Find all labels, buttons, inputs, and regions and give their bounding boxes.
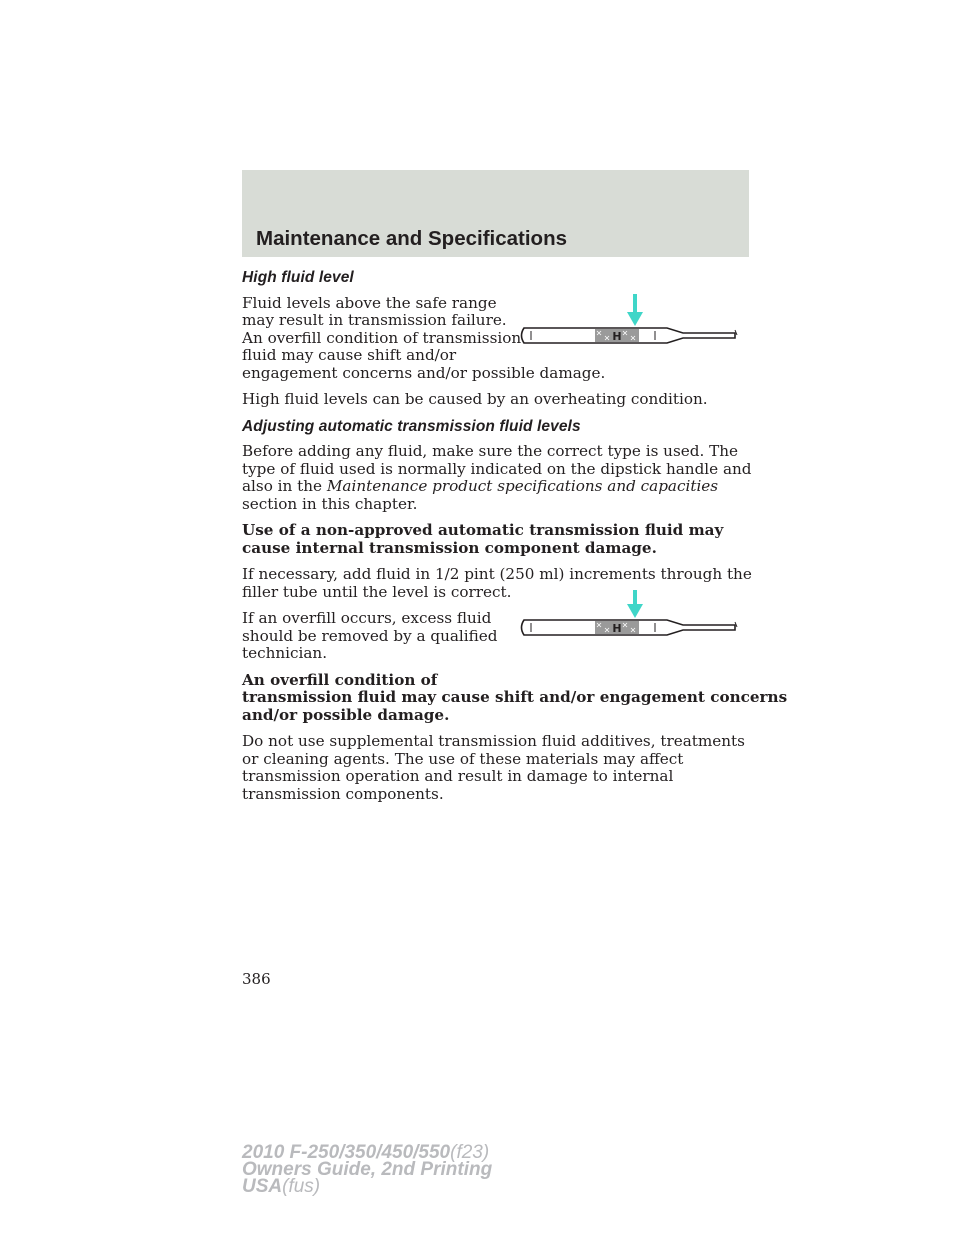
dipstick-h-label: H <box>612 330 622 343</box>
dipstick-overfill-figure <box>517 590 742 654</box>
footer-model-code: (f23) <box>450 1142 490 1163</box>
footer-printing: Owners Guide, 2nd Printing <box>242 1159 493 1180</box>
dipstick-body <box>522 328 738 343</box>
paragraph-no-additives: Do not use supplemental transmission fluid additives, treatments or cleaning agents. The use of these materials may affect transmission operation and result in damage to internal transmission components. <box>242 732 745 803</box>
reference-specifications-section: Maintenance product specifications and capacities <box>326 477 719 495</box>
section-header-band <box>242 170 749 257</box>
dipstick-high-level-figure <box>517 294 742 358</box>
warning-overfill-condition: An overfill condition of transmission fluid may cause shift and/or engagement concerns and/or possible damage. <box>242 670 788 724</box>
heading-high-fluid-level: High fluid level <box>242 269 354 286</box>
paragraph-overheating: High fluid levels can be caused by an overheating condition. <box>242 390 708 408</box>
footer-region-code: (fus) <box>282 1176 321 1197</box>
footer-region: USA <box>242 1176 283 1197</box>
dipstick-body <box>522 620 738 635</box>
indicator-arrow <box>627 294 643 326</box>
warning-non-approved-fluid: Use of a non-approved automatic transmission fluid may cause internal transmission component damage. <box>242 521 724 557</box>
section-title: Maintenance and Specifications <box>256 227 567 250</box>
paragraph-overfill: If an overfill occurs, excess fluid should be removed by a qualified technician. <box>242 609 498 662</box>
paragraph-fluid-type: Before adding any fluid, make sure the correct type is used. The type of fluid used is normally indicated on the dipstick handle and also in the Maintenance product specifications and capacities section in this chapter. <box>242 442 752 513</box>
footer-edition-info <box>242 1144 492 1195</box>
dipstick-h-label: H <box>612 622 622 635</box>
indicator-arrow <box>627 590 643 618</box>
paragraph-high-fluid-risk: Fluid levels above the safe range may result in transmission failure. An overfill condition of transmission fluid may cause shift and/or engagement concerns and/or possible damage. <box>242 293 606 382</box>
footer-model: 2010 F-250/350/450/550 <box>242 1142 451 1163</box>
paragraph-add-fluid: If necessary, add fluid in 1/2 pint (250 ml) increments through the filler tube until the level is correct. <box>242 565 752 601</box>
page-number: 386 <box>242 970 271 988</box>
heading-adjusting-fluid: Adjusting automatic transmission fluid levels <box>242 417 581 435</box>
